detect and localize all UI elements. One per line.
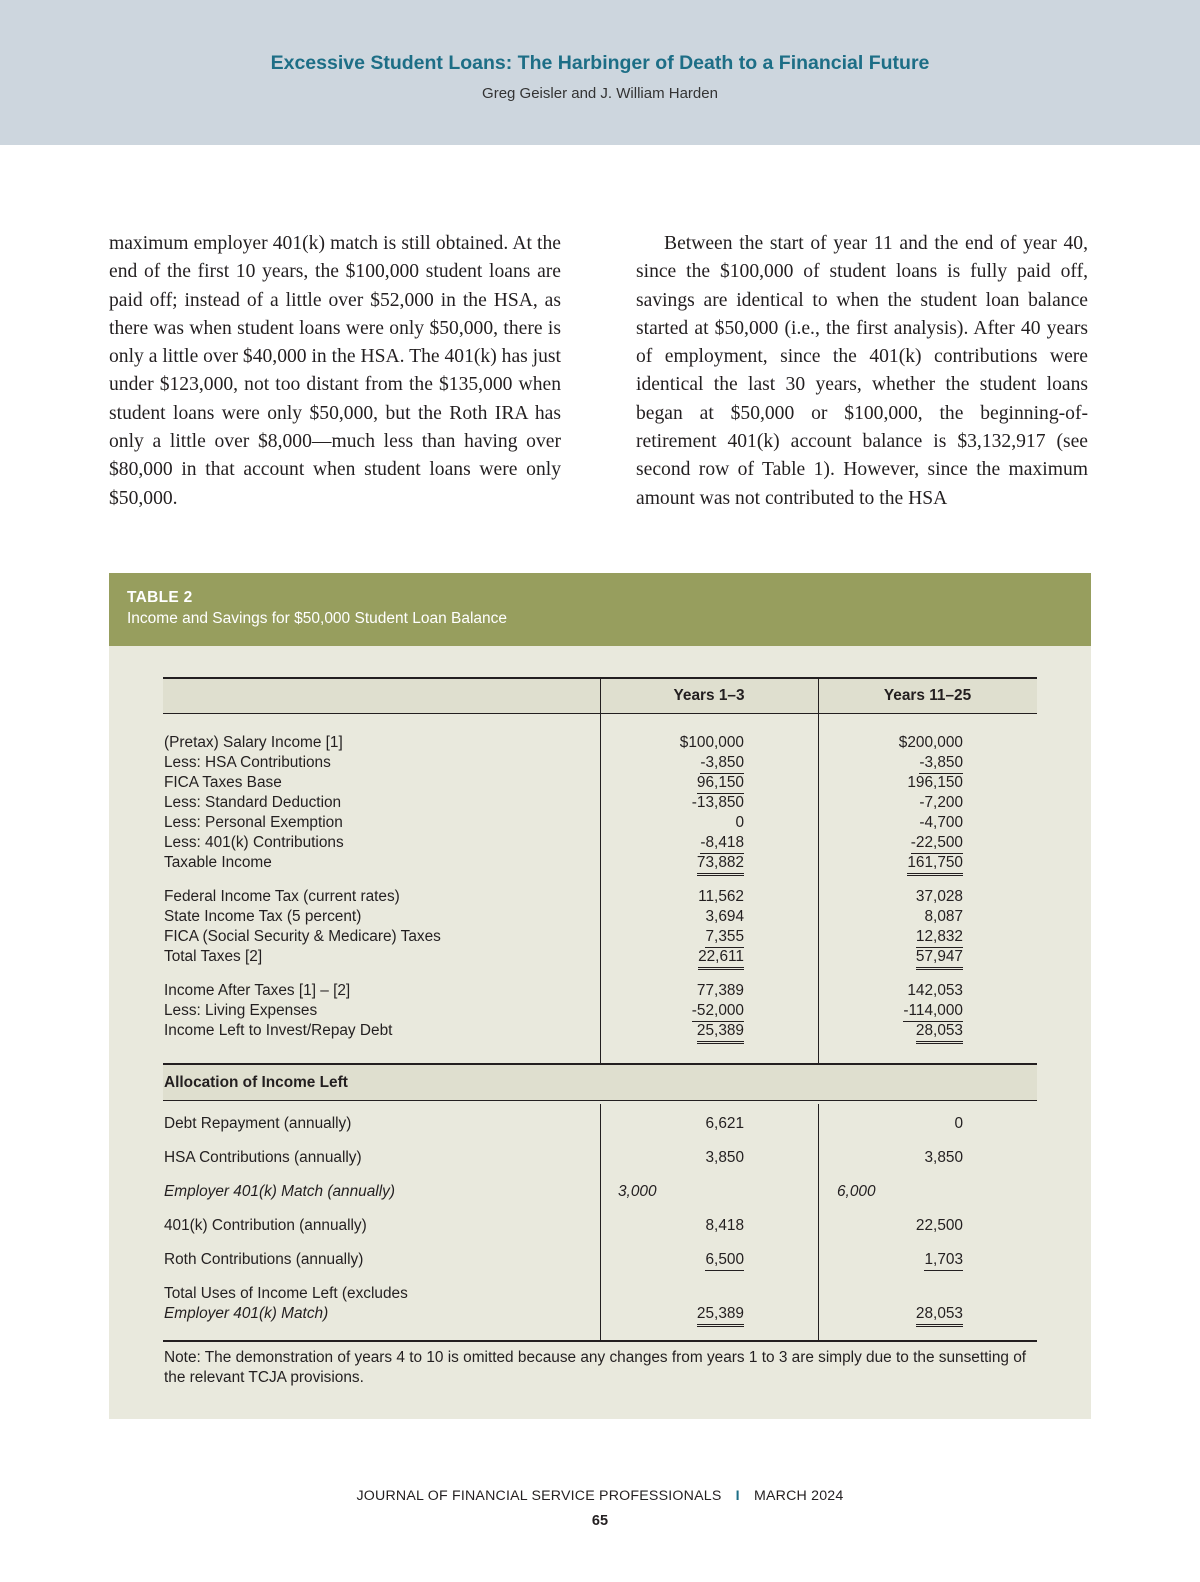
cell-years-1-3: 3,000 xyxy=(618,1183,657,1200)
cell-years-11-25: -3,850 xyxy=(919,753,963,774)
cell-years-1-3: -8,418 xyxy=(700,833,744,854)
cell-years-11-25: 3,850 xyxy=(924,1149,963,1166)
cell-years-11-25: 8,087 xyxy=(924,908,963,925)
row-label: Less: Personal Exemption xyxy=(164,814,343,831)
cell-years-1-3: 25,389 xyxy=(697,1021,744,1044)
allocation-header: Allocation of Income Left xyxy=(164,1074,348,1091)
row-label: Less: 401(k) Contributions xyxy=(164,834,344,851)
cell-years-1-3: 3,850 xyxy=(705,1149,744,1166)
table-title-bar xyxy=(109,573,1091,646)
row-label: 401(k) Contribution (annually) xyxy=(164,1217,367,1234)
cell-years-11-25: 161,750 xyxy=(907,853,963,876)
column-header-years-11-25: Years 11–25 xyxy=(883,687,972,704)
row-label: FICA Taxes Base xyxy=(164,774,282,791)
page-number: 65 xyxy=(591,1513,609,1529)
body-column-left: maximum employer 401(k) match is still obtained. At the end of the first 10 years, the $100,000 student loans are paid off; instead of a little over $52,000 in the HSA, as there was when student loans were only $50,000, there is only a little over $40,000 in the HSA. The 401(k) has just under $123,000, not too distant from the $135,000 when student loans were only $50,000, but the Roth IRA has only a little over $8,000—much less than having over $80,000 in that account when student loans were only $50,000. xyxy=(109,233,561,509)
cell-years-11-25: 196,150 xyxy=(907,774,963,791)
row-label: Roth Contributions (annually) xyxy=(164,1251,364,1268)
footer-separator: I xyxy=(735,1488,740,1504)
cell-years-1-3: -3,850 xyxy=(700,753,744,774)
cell-years-11-25: $200,000 xyxy=(898,734,963,751)
row-label: FICA (Social Security & Medicare) Taxes xyxy=(164,928,441,945)
cell-years-11-25: -114,000 xyxy=(903,1001,963,1022)
row-label: (Pretax) Salary Income [1] xyxy=(164,734,343,751)
cell-years-11-25: 28,053 xyxy=(916,1304,963,1327)
column-divider xyxy=(600,677,601,1065)
issue-date: MARCH 2024 xyxy=(753,1488,844,1504)
cell-years-1-3: 77,389 xyxy=(696,982,744,999)
row-label: Less: HSA Contributions xyxy=(164,754,331,771)
row-label: Less: Living Expenses xyxy=(164,1002,318,1019)
cell-years-1-3: -13,850 xyxy=(691,794,744,811)
cell-years-1-3: -52,000 xyxy=(692,1001,744,1022)
column-divider xyxy=(818,1104,819,1340)
cell-years-1-3: 73,882 xyxy=(697,853,744,876)
cell-years-1-3: 25,389 xyxy=(697,1304,744,1327)
row-label: Taxable Income xyxy=(164,854,272,871)
cell-years-11-25: 6,000 xyxy=(837,1183,876,1200)
cell-years-11-25: 28,053 xyxy=(916,1021,963,1044)
cell-years-11-25: 57,947 xyxy=(916,947,963,970)
article-authors: Greg Geisler and J. William Harden xyxy=(482,85,718,102)
cell-years-1-3: 6,500 xyxy=(705,1250,744,1271)
cell-years-1-3: 7,355 xyxy=(705,927,744,948)
cell-years-1-3: $100,000 xyxy=(679,734,744,751)
cell-years-1-3: 96,150 xyxy=(697,773,744,794)
journal-name: JOURNAL OF FINANCIAL SERVICE PROFESSIONALS xyxy=(356,1488,722,1504)
cell-years-1-3: 22,611 xyxy=(698,947,744,970)
cell-years-11-25: -7,200 xyxy=(919,794,963,811)
table-caption: Income and Savings for $50,000 Student Loan Balance xyxy=(127,610,508,627)
row-label: Federal Income Tax (current rates) xyxy=(164,888,400,905)
column-divider xyxy=(600,1104,601,1340)
row-label: Less: Standard Deduction xyxy=(164,794,342,811)
table-label: TABLE 2 xyxy=(127,589,193,606)
cell-years-11-25: 1,703 xyxy=(924,1250,963,1271)
cell-years-1-3: 6,621 xyxy=(705,1115,744,1132)
cell-years-11-25: -4,700 xyxy=(919,814,963,831)
row-label: Total Uses of Income Left (excludes xyxy=(164,1285,408,1302)
row-label: HSA Contributions (annually) xyxy=(164,1149,362,1166)
cell-years-11-25: 0 xyxy=(954,1115,963,1132)
cell-years-1-3: 0 xyxy=(735,814,744,831)
cell-years-1-3: 11,562 xyxy=(698,888,744,905)
cell-years-11-25: 37,028 xyxy=(915,888,963,905)
cell-years-11-25: 12,832 xyxy=(916,927,963,948)
row-label: Employer 401(k) Match) xyxy=(164,1305,329,1322)
column-divider xyxy=(818,677,819,1065)
journal-footer xyxy=(0,1488,1200,1504)
row-label: Income Left to Invest/Repay Debt xyxy=(164,1022,393,1039)
table-bottom-rule xyxy=(163,1340,1037,1342)
cell-years-1-3: 8,418 xyxy=(705,1217,744,1234)
allocation-bottom-rule xyxy=(163,1100,1037,1101)
row-label: Employer 401(k) Match (annually) xyxy=(164,1183,395,1200)
cell-years-1-3: 3,694 xyxy=(705,908,744,925)
cell-years-11-25: -22,500 xyxy=(911,833,963,854)
body-column-right: Between the start of year 11 and the end of year 40, since the $100,000 of student loans is fully paid off, savings are identical to when the student loan balance started at $50,000 (i.e., the first analysis). After 40 years of employment, since the 401(k) contributions were identical the last 30 years, whether the student loans began at $50,000 or $100,000, the beginning-of-retirement 401(k) account balance is $3,132,917 (see second row of Table 1). However, since the maximum amount was not contributed to the HSA xyxy=(636,233,1088,509)
table-note: Note: The demonstration of years 4 to 10 is omitted because any changes from years 1 to 3 are simply due to the sunsetting of the relevant TCJA provisions. xyxy=(164,1349,1027,1386)
cell-years-11-25: 142,053 xyxy=(907,982,963,999)
row-label: Debt Repayment (annually) xyxy=(164,1115,352,1132)
row-label: Total Taxes [2] xyxy=(164,948,263,965)
row-label: Income After Taxes [1] – [2] xyxy=(164,982,351,999)
row-label: State Income Tax (5 percent) xyxy=(164,908,362,925)
article-title: Excessive Student Loans: The Harbinger of Death to a Financial Future xyxy=(270,52,930,74)
cell-years-11-25: 22,500 xyxy=(915,1217,963,1234)
column-header-years-1-3: Years 1–3 xyxy=(673,687,745,704)
